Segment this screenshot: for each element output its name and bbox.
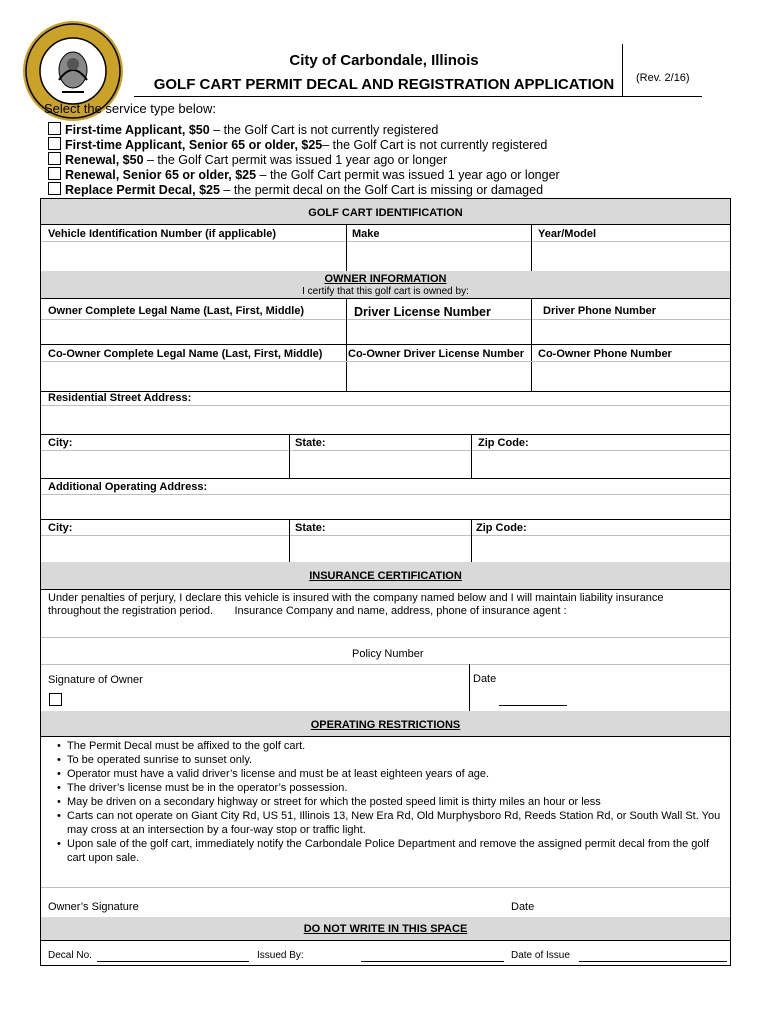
service-option-replace-decal[interactable]: Replace Permit Decal, $25 – the permit decal on the Golf Cart is missing or damaged [48,182,543,197]
driver-license-field[interactable] [347,320,531,344]
city2-field[interactable] [41,536,289,562]
revision-label: (Rev. 2/16) [636,72,690,84]
restriction-item: • May be driven on a secondary highway or street for which the posted speed limit is thirty miles an hour or less [57,795,727,809]
state-field[interactable] [290,451,471,478]
insurance-declaration-line2: throughout the registration period. Insurance Company and name, address, phone of insurance agent : [48,605,567,617]
street-address-field[interactable] [41,406,730,434]
owner-name-field[interactable] [41,320,346,344]
issued-by-field[interactable] [361,961,504,962]
service-option-first-time-senior[interactable]: First-time Applicant, Senior 65 or older, $25– the Golf Cart is not currently registered [48,137,547,152]
restriction-item: • The driver’s license must be in the operator’s possession. [57,781,727,795]
owners-signature-field[interactable] [41,888,730,917]
decal-number-label: Decal No. [48,950,92,961]
make-field[interactable] [347,242,531,271]
signature-checkbox[interactable] [49,693,62,706]
checkbox-icon[interactable] [48,137,61,150]
coowner-phone-field[interactable] [532,362,730,391]
coowner-license-label: Co-Owner Driver License Number [348,348,525,360]
service-prompt: Select the service type below: [44,101,216,116]
owner-band [41,271,730,299]
city-label: City: [48,437,73,449]
policy-number-field[interactable] [41,638,730,664]
state-label: State: [295,437,326,449]
checkbox-icon[interactable] [48,182,61,195]
owners-signature-label: Owner’s Signature [48,901,139,913]
additional-address-field[interactable] [41,495,730,519]
form-title: GOLF CART PERMIT DECAL AND REGISTRATION APPLICATION [153,76,615,93]
city-field[interactable] [41,451,289,478]
driver-license-label: Driver License Number [354,305,491,319]
date-of-issue-label: Date of Issue [511,950,570,961]
office-band [41,917,730,941]
zip2-field[interactable] [472,536,730,562]
checkbox-icon[interactable] [48,122,61,135]
city2-label: City: [48,522,73,534]
street-address-label: Residential Street Address: [48,392,192,404]
year-model-label: Year/Model [538,228,597,240]
insurance-date-field[interactable] [499,705,567,706]
insurance-company-field[interactable] [41,619,730,637]
city-title: City of Carbondale, Illinois [289,52,479,69]
restriction-item: • Operator must have a valid driver’s license and must be at least eighteen years of age. [57,767,727,781]
decal-number-field[interactable] [97,961,249,962]
zip2-label: Zip Code: [476,522,527,534]
owner-name-label: Owner Complete Legal Name (Last, First, Middle) [48,305,305,317]
service-option-renewal-senior[interactable]: Renewal, Senior 65 or older, $25 – the Golf Cart permit was issued 1 year ago or longer [48,167,560,182]
make-label: Make [352,228,380,240]
vin-field[interactable] [41,242,346,271]
office-title: DO NOT WRITE IN THIS SPACE [303,923,468,935]
restriction-item: • The Permit Decal must be affixed to the golf cart. [57,739,727,753]
coowner-phone-label: Co-Owner Phone Number [538,348,672,360]
state2-label: State: [295,522,326,534]
zip-label: Zip Code: [478,437,529,449]
vin-label: Vehicle Identification Number (if applicable) [48,228,276,240]
insurance-band [41,562,730,590]
owner-signature-label: Signature of Owner [48,674,143,686]
restrictions-band [41,711,730,737]
owner-title: OWNER INFORMATION [324,273,447,285]
restrictions-title: OPERATING RESTRICTIONS [310,719,461,731]
checkbox-icon[interactable] [48,167,61,180]
restriction-item: • Upon sale of the golf cart, immediately notify the Carbondale Police Department and remove the assigned permit decal from the golf cart upon sale. [57,837,727,865]
additional-address-label: Additional Operating Address: [48,481,208,493]
header-divider [622,44,623,96]
header-rule [134,96,702,97]
identification-title: GOLF CART IDENTIFICATION [308,207,463,219]
state2-field[interactable] [290,536,471,562]
restrictions-date-label: Date [511,901,535,913]
service-option-first-time[interactable]: First-time Applicant, $50 – the Golf Cart is not currently registered [48,122,438,137]
insurance-date-label: Date [473,673,497,685]
insurance-title: INSURANCE CERTIFICATION [309,570,462,582]
restriction-item: • Carts can not operate on Giant City Rd, US 51, Illinois 13, New Era Rd, Old Murphysboro Rd, Reeds Station Rd, or South Wall St. You may cross at an intersection by a four-way stop or traffic light. [57,809,727,837]
coowner-name-label: Co-Owner Complete Legal Name (Last, First, Middle) [48,348,323,360]
policy-number-label: Policy Number [352,648,424,660]
driver-phone-field[interactable] [532,320,730,344]
coowner-license-field[interactable] [347,362,531,391]
service-option-renewal[interactable]: Renewal, $50 – the Golf Cart permit was issued 1 year ago or longer [48,152,447,167]
driver-phone-label: Driver Phone Number [543,305,657,317]
identification-band [41,199,730,225]
date-of-issue-field[interactable] [579,961,727,962]
coowner-name-field[interactable] [41,362,346,391]
issued-by-label: Issued By: [257,950,304,961]
application-form [40,198,731,966]
year-model-field[interactable] [532,242,730,271]
owner-certify-text: I certify that this golf cart is owned by: [302,286,469,297]
restriction-item: • To be operated sunrise to sunset only. [57,753,727,767]
zip-field[interactable] [472,451,730,478]
restrictions-list [57,739,727,865]
checkbox-icon[interactable] [48,152,61,165]
insurance-declaration-line1: Under penalties of perjury, I declare this vehicle is insured with the company named below and I will maintain liability insurance [48,592,664,604]
